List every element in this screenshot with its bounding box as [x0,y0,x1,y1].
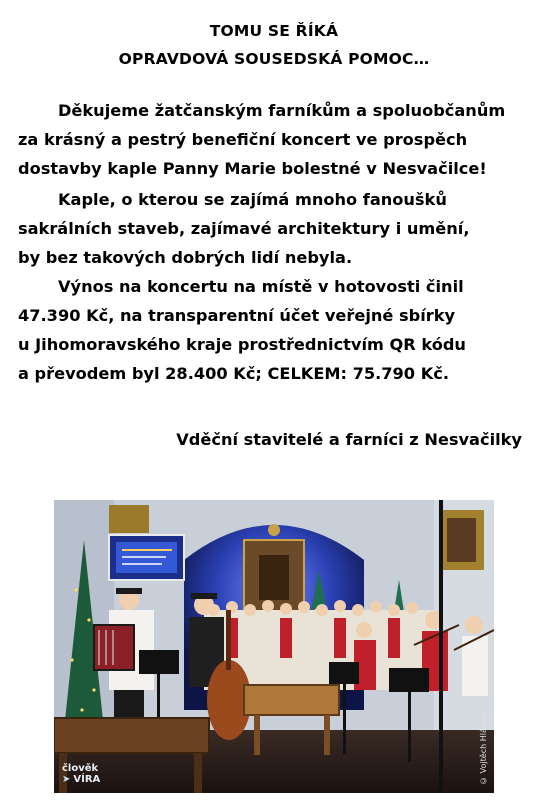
text-line: a převodem byl 28.400 Kč; CELKEM: 75.790 Kč. [18,364,449,383]
signature: Vděční stavitelé a farníci z Nesvačilky [176,430,522,449]
concert-photo [54,500,494,793]
logo-line-1: člověk [62,763,99,774]
photo-credit: © Vojtěch Hlávka [479,714,488,785]
text-line: sakrálních staveb, zajímavé architektury i umění, [18,219,470,238]
paragraph-chapel [18,185,530,272]
paragraph-proceeds [18,272,530,388]
text-line: 47.390 Kč, na transparentní účet veřejné sbírky [18,306,456,325]
heading-line-2: OPRAVDOVÁ SOUSEDSKÁ POMOC… [118,50,430,68]
text-line: Děkujeme žatčanským farníkům a spoluobčanům [58,101,506,120]
clovek-vira-logo [62,763,100,785]
text-line: Výnos na koncertu na místě v hotovosti činil [58,277,464,296]
text-line: by bez takových dobrých lidí nebyla. [18,248,353,267]
heading-line-1: TOMU SE ŘÍKÁ [209,22,339,40]
logo-line-2: VÍRA [73,774,101,785]
text-line: za krásný a pestrý benefiční koncert ve prospěch [18,130,468,149]
text-line: dostavby kaple Panny Marie bolestné v Nesvačilce! [18,159,487,178]
text-line: Kaple, o kterou se zajímá mnoho fanoušků [58,190,447,209]
paragraph-thanks [18,96,530,183]
text-line: u Jihomoravského kraje prostřednictvím QR kódu [18,335,466,354]
arrow-icon: ➤ [62,774,71,785]
concert-scene-illustration [54,500,494,793]
